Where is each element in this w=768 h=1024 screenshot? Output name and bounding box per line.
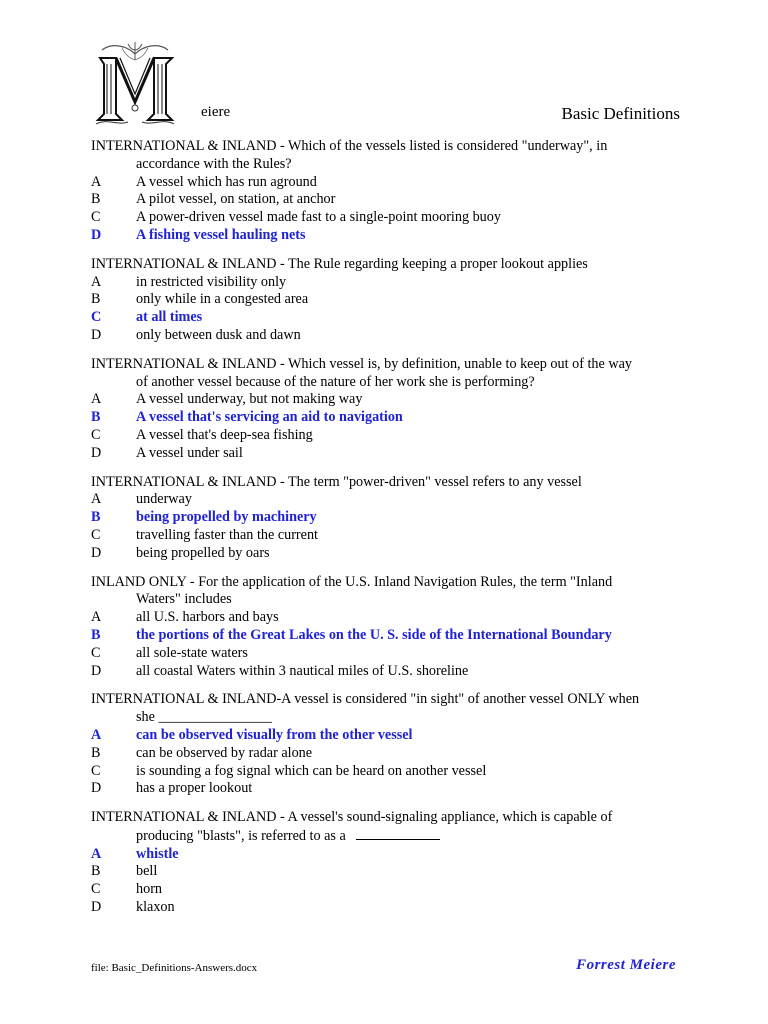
option-letter: A [91, 173, 102, 190]
author-signature: Forrest Meiere [576, 957, 676, 973]
option-letter: A [91, 491, 102, 508]
answer-option [91, 899, 691, 917]
option-text: travelling faster than the current [136, 526, 318, 543]
question-stem [91, 356, 691, 392]
answer-option [91, 491, 691, 509]
answer-option-correct [91, 227, 691, 245]
question-stem-line: INTERNATIONAL & INLAND - The term "power-driven" vessel refers to any vessel [91, 473, 582, 490]
answer-option [91, 645, 691, 663]
question-stem [91, 256, 691, 274]
option-letter: B [91, 863, 101, 880]
option-letter: B [91, 626, 101, 643]
answer-option [91, 291, 691, 309]
option-letter: C [91, 644, 101, 661]
option-letter: C [91, 881, 101, 898]
answer-option [91, 527, 691, 545]
logo-text-suffix: eiere [201, 104, 231, 120]
question-stem-continuation [91, 374, 691, 392]
option-text: horn [136, 881, 163, 898]
option-text: whistle [136, 845, 179, 862]
option-letter: A [91, 726, 102, 743]
option-letter: D [91, 899, 102, 916]
option-text: A vessel which has run aground [136, 173, 317, 190]
question-block [91, 691, 691, 798]
answer-option [91, 391, 691, 409]
option-letter: C [91, 526, 101, 543]
option-letter: B [91, 509, 101, 526]
option-text: in restricted visibility only [136, 273, 287, 290]
ornamental-m-logo [92, 40, 178, 126]
question-block [91, 356, 691, 463]
option-text: has a proper lookout [136, 780, 253, 797]
question-stem [91, 691, 691, 727]
option-letter: B [91, 409, 101, 426]
option-text: A vessel that's deep-sea fishing [136, 426, 313, 443]
question-stem-continuation [91, 827, 691, 846]
answer-option [91, 191, 691, 209]
option-text: the portions of the Great Lakes on the U. S. side of the International Boundary [136, 626, 612, 643]
answer-option [91, 609, 691, 627]
option-letter: A [91, 391, 102, 408]
question-stem-line: INTERNATIONAL & INLAND - The Rule regarding keeping a proper lookout applies [91, 255, 588, 272]
answer-option-correct [91, 409, 691, 427]
option-letter: D [91, 226, 102, 243]
answer-option [91, 174, 691, 192]
answer-option [91, 863, 691, 881]
option-text: being propelled by machinery [136, 509, 317, 526]
question-stem-continuation [91, 156, 691, 174]
answer-option-correct [91, 509, 691, 527]
option-text: underway [136, 491, 192, 508]
option-letter: D [91, 780, 102, 797]
answer-option-correct [91, 846, 691, 864]
answer-option-correct [91, 309, 691, 327]
question-stem-continuation [91, 709, 691, 727]
option-text: being propelled by oars [136, 544, 270, 561]
answer-option [91, 763, 691, 781]
question-block [91, 474, 691, 563]
option-letter: A [91, 845, 102, 862]
question-stem-continuation-text: of another vessel because of the nature of her work she is performing? [136, 373, 535, 390]
option-text: all coastal Waters within 3 nautical miles of U.S. shoreline [136, 662, 469, 679]
answer-option [91, 274, 691, 292]
option-text: A power-driven vessel made fast to a single-point mooring buoy [136, 209, 501, 226]
answer-option-correct [91, 727, 691, 745]
option-text: A fishing vessel hauling nets [136, 226, 306, 243]
answer-option [91, 663, 691, 681]
page-title: Basic Definitions [561, 104, 680, 123]
answer-option [91, 745, 691, 763]
option-letter: D [91, 326, 102, 343]
option-letter: A [91, 273, 102, 290]
answer-blank-line [356, 827, 440, 840]
option-letter: C [91, 309, 102, 326]
question-stem [91, 474, 691, 492]
question-stem [91, 809, 691, 846]
option-text: only while in a congested area [136, 291, 309, 308]
option-text: A vessel that's servicing an aid to navigation [136, 409, 403, 426]
option-letter: B [91, 191, 101, 208]
option-letter: C [91, 209, 101, 226]
option-letter: D [91, 544, 102, 561]
option-text: is sounding a fog signal which can be heard on another vessel [136, 762, 487, 779]
option-text: all sole-state waters [136, 644, 248, 661]
option-letter: D [91, 444, 102, 461]
question-block [91, 809, 691, 917]
option-letter: D [91, 662, 102, 679]
option-text: bell [136, 863, 158, 880]
answer-option [91, 881, 691, 899]
question-block [91, 138, 691, 245]
footer-filename: file: Basic_Definitions-Answers.docx [91, 962, 258, 974]
question-stem [91, 574, 691, 610]
question-stem-line: INTERNATIONAL & INLAND - Which vessel is, by definition, unable to keep out of the way [91, 355, 632, 372]
question-stem-continuation [91, 591, 691, 609]
question-list [91, 138, 691, 928]
question-stem-line: INTERNATIONAL & INLAND - A vessel's sound-signaling appliance, which is capable of [91, 809, 613, 826]
answer-option [91, 780, 691, 798]
option-text: all U.S. harbors and bays [136, 609, 279, 626]
option-text: only between dusk and dawn [136, 326, 301, 343]
option-letter: B [91, 744, 101, 761]
option-text: A vessel under sail [136, 444, 243, 461]
question-stem-continuation-text: she ________________ [136, 709, 272, 726]
answer-option [91, 545, 691, 563]
option-letter: B [91, 291, 101, 308]
answer-option-correct [91, 627, 691, 645]
question-stem-line: INLAND ONLY - For the application of the U.S. Inland Navigation Rules, the term "Inland [91, 573, 613, 590]
option-letter: C [91, 762, 101, 779]
option-text: klaxon [136, 899, 175, 916]
question-stem-continuation-text: Waters" includes [136, 591, 232, 608]
option-text: at all times [136, 309, 203, 326]
answer-option [91, 327, 691, 345]
question-block [91, 574, 691, 681]
option-text: can be observed by radar alone [136, 744, 313, 761]
option-letter: C [91, 426, 101, 443]
option-text: A vessel underway, but not making way [136, 391, 363, 408]
question-stem-continuation-text: accordance with the Rules? [136, 155, 292, 172]
question-stem-line: INTERNATIONAL & INLAND - Which of the vessels listed is considered "underway", in [91, 138, 608, 154]
question-stem-line: INTERNATIONAL & INLAND-A vessel is considered "in sight" of another vessel ONLY when [91, 691, 640, 708]
answer-option [91, 427, 691, 445]
page-header [92, 40, 680, 126]
question-stem [91, 138, 691, 174]
question-block [91, 256, 691, 345]
answer-option [91, 445, 691, 463]
question-stem-continuation-text: producing "blasts", is referred to as a [136, 827, 346, 844]
answer-option [91, 209, 691, 227]
option-text: A pilot vessel, on station, at anchor [136, 191, 336, 208]
option-letter: A [91, 609, 102, 626]
option-text: can be observed visually from the other vessel [136, 726, 413, 743]
